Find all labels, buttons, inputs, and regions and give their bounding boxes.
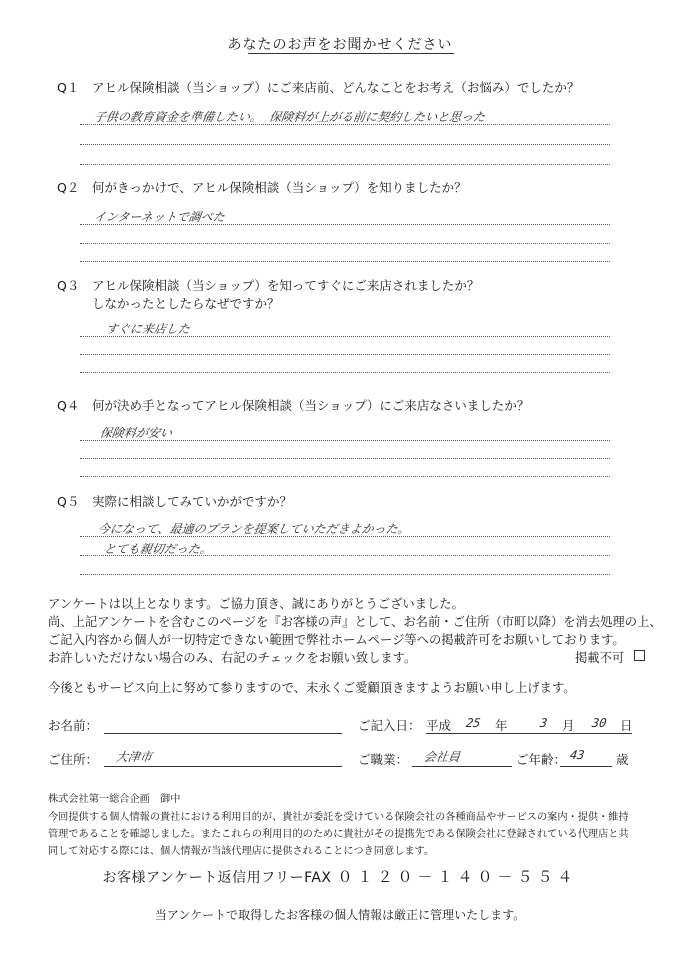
privacy-line-2: 管理であることを確認しました。またこれらの利用目的のために貴社がその提携先である保険会社に登録されている代理店と共 (48, 829, 629, 840)
answer-line (80, 243, 610, 244)
date-label: ご記入日： (358, 718, 421, 733)
footer-note: 当アンケートで取得したお客様の個人情報は厳正に管理いたします。 (154, 908, 526, 922)
q2-answer: インターネットで調べた (92, 210, 226, 224)
q1-number: Q１ (57, 80, 80, 95)
answer-line (80, 224, 610, 225)
name-field[interactable] (104, 733, 342, 734)
company-name: 株式会社第一総合企画 御中 (48, 794, 181, 805)
decline-label: 掲載不可 (575, 651, 625, 665)
address-value[interactable]: 大津市 (114, 750, 153, 764)
age-label: ご年齢： (516, 752, 567, 767)
job-label: ご職業： (358, 752, 409, 767)
page-title: あなたのお声をお聞かせください (227, 37, 453, 53)
answer-line (80, 536, 610, 537)
q2-text: 何がきっかけで、アヒル保険相談（当ショップ）を知りましたか？ (92, 180, 467, 195)
q1-text: アヒル保険相談（当ショップ）にご来店前、どんなことをお考え（お悩み）でしたか？ (92, 80, 580, 95)
answer-line (80, 458, 610, 459)
thanks-text: 今後ともサービス向上に努めて参りますので、末永くご愛顧頂きますようお願い申し上げます。 (48, 681, 576, 695)
answer-line (80, 555, 610, 556)
q4-text: 何が決め手となってアヒル保険相談（当ショップ）にご来店なさいましたか？ (92, 398, 530, 413)
address-field (104, 766, 342, 767)
age-value[interactable]: 43 (569, 748, 586, 762)
answer-line (80, 336, 610, 337)
answer-line (80, 440, 610, 441)
date-era: 平成 (426, 718, 452, 733)
q3-text-line1: アヒル保険相談（当ショップ）を知ってすぐにご来店されましたか？ (92, 278, 480, 293)
answer-line (80, 144, 610, 145)
q5-answer-line2: とても親切だった。 (102, 542, 213, 556)
q3-number: Q３ (57, 278, 80, 293)
answer-line (80, 124, 610, 125)
closing-line-3: ご記入内容から個人が一切特定できない範囲で弊社ホームページ等への掲載許可をお願いしております。 (48, 633, 625, 647)
answer-line (80, 574, 610, 575)
job-field (412, 766, 512, 767)
q5-text: 実際に相談してみていかがですか？ (92, 494, 293, 509)
date-year[interactable]: 25 (465, 716, 482, 730)
name-label: お名前： (48, 718, 99, 733)
job-value[interactable]: 会社員 (422, 750, 461, 764)
q5-number: Q５ (57, 494, 80, 509)
privacy-line-3: 同して対応する際には、個人情報が当該代理店に提供されることにつき同意します。 (48, 846, 435, 857)
age-unit: 歳 (616, 752, 629, 767)
privacy-line-1: 今回提供する個人情報の貴社における利用目的が、貴社が委託を受けている保険会社の各種商品やサービスの案内・提供・維持 (48, 812, 629, 823)
q2-number: Q２ (57, 180, 80, 195)
date-underline (426, 733, 632, 734)
fax-label: お客様アンケート返信用フリーFAX (102, 870, 332, 886)
answer-line (80, 261, 610, 262)
answer-line (80, 476, 610, 477)
q3-text-line2: しなかったとしたらなぜですか？ (92, 296, 280, 311)
fax-block (0, 866, 680, 887)
date-day[interactable]: 30 (591, 716, 608, 730)
age-field (560, 766, 612, 767)
date-month[interactable]: 3 (539, 716, 549, 730)
date-day-unit: 日 (620, 718, 633, 733)
decline-checkbox[interactable] (634, 650, 645, 661)
q5-answer-line1: 今になって、最適のプランを提案していただきよかった。 (96, 522, 411, 536)
answer-line (80, 164, 610, 165)
fax-number: ０１２０－１４０－５５４ (337, 868, 578, 886)
q3-answer: すぐに来店した (104, 322, 191, 336)
date-year-unit: 年 (495, 718, 508, 733)
q1-answer: 子供の教育資金を準備したい。 保険料が上がる前に契約したいと思った (92, 110, 487, 124)
answer-line (80, 372, 610, 373)
q4-answer: 保険料が安い (98, 426, 173, 440)
address-label: ご住所： (48, 752, 99, 767)
answer-line (80, 354, 610, 355)
closing-line-4: お許しいただけない場合のみ、右記のチェックをお願い致します。 (48, 651, 417, 665)
date-month-unit: 月 (562, 718, 575, 733)
closing-line-1: アンケートは以上となります。ご協力頂き、誠にありがとうございました。 (48, 597, 464, 611)
closing-line-2: 尚、上記アンケートを含むこのページを『お客様の声』として、お名前・ご住所（市町以降）を消去処理の上、 (48, 615, 662, 629)
title-underline (248, 53, 454, 54)
q4-number: Q４ (57, 398, 80, 413)
